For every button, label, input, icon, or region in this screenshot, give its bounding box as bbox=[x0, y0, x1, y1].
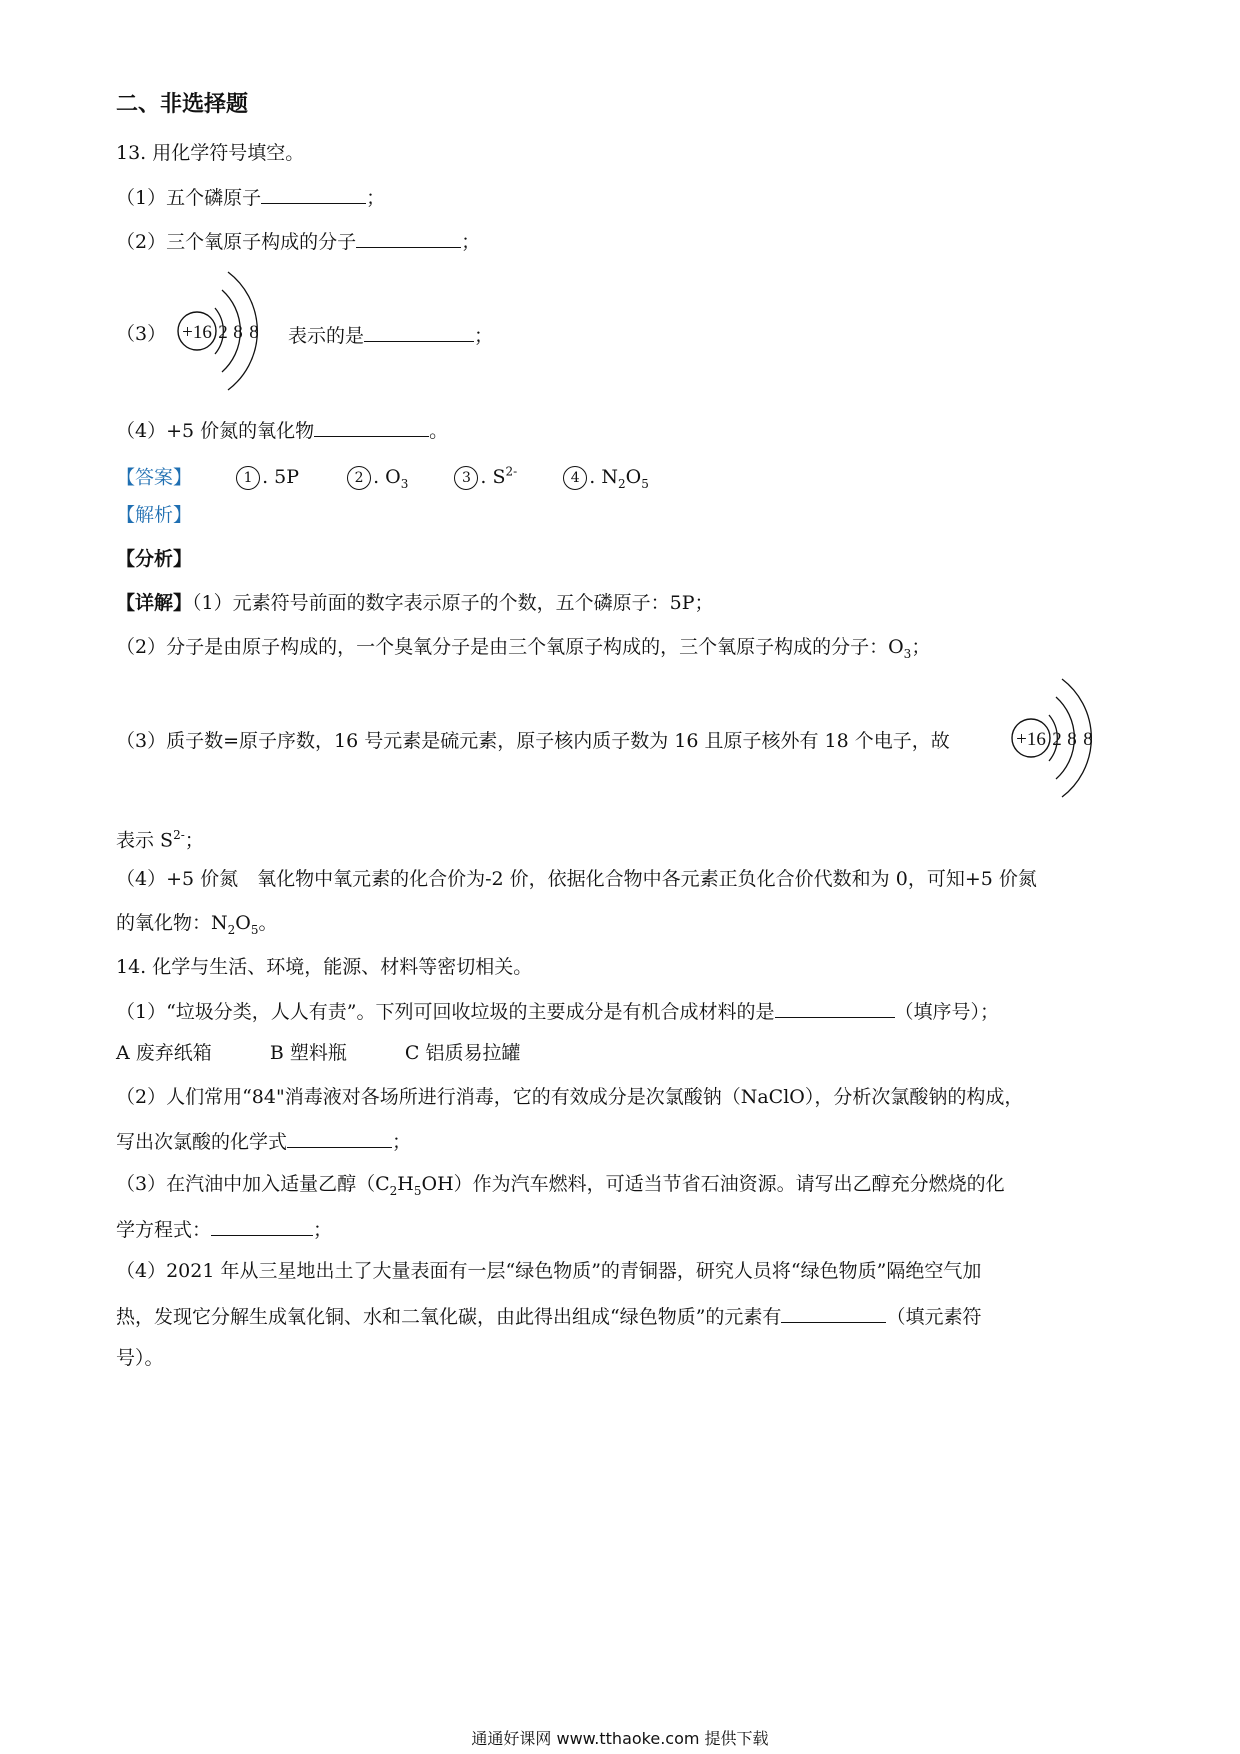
q13-part1-text: （1）五个磷原子 bbox=[116, 187, 262, 209]
q14-part4a: （4）2021 年从三星地出土了大量表面有一层“绿色物质”的青铜器，研究人员将“绿色物质”隔绝空气加 bbox=[116, 1260, 982, 1282]
q13-part3 bbox=[288, 321, 493, 349]
answer-blank[interactable] bbox=[781, 1302, 886, 1323]
punct: ； bbox=[461, 231, 481, 253]
answer-item-2: 2 . $O_3$ bbox=[347, 466, 408, 488]
answer-blank[interactable] bbox=[356, 227, 461, 248]
analysis-label: 【解析】 bbox=[116, 504, 193, 526]
q13-part4 bbox=[116, 416, 448, 444]
q14-options bbox=[116, 1040, 520, 1066]
detail-line-2: （2）分子是由原子构成的，一个臭氧分子是由三个氧原子构成的，三个氧原子构成的分子：$O_3$； bbox=[116, 636, 931, 661]
detail-line-4b: 的氧化物：$N_2O_5$。 bbox=[116, 912, 278, 937]
section-title: 二、非选择题 bbox=[116, 92, 249, 117]
q14-part4b: 热，发现它分解生成氧化铜、水和二氧化碳，由此得出组成“绿色物质”的元素有 （填元素符 bbox=[116, 1302, 981, 1330]
q14-stem: 14. 化学与生活、环境，能源、材料等密切相关。 bbox=[116, 956, 533, 978]
punct: ； bbox=[366, 187, 386, 209]
q14-part3b: 学方程式： ； bbox=[116, 1215, 332, 1243]
shell-electrons-3: 8 bbox=[249, 322, 259, 343]
q14-part2a: （2）人们常用“84"消毒液对各场所进行消毒，它的有效成分是次氯酸钠（NaClO），分析次氯酸钠的构成， bbox=[116, 1086, 1024, 1108]
page-footer: 通通好课网 www.tthaoke.com 提供下载 bbox=[471, 1729, 769, 1748]
q13-part3-text: 表示的是 bbox=[288, 325, 365, 347]
answer-item-1: 1 . 5P bbox=[236, 466, 299, 488]
detail-label: 【详解】 bbox=[116, 592, 193, 614]
atom-structure-diagram-2 bbox=[1009, 675, 1119, 810]
answer-item-3: 3 . $S^{2-}$ bbox=[454, 466, 517, 488]
detail-line-3b: 表示 $S^{2-}$； bbox=[116, 828, 204, 852]
shell-electrons-3: 8 bbox=[1083, 729, 1093, 750]
answer-blank[interactable] bbox=[364, 321, 474, 342]
shell-electrons-1: 2 bbox=[218, 322, 228, 343]
answer-blank[interactable] bbox=[211, 1215, 313, 1236]
punct: 。 bbox=[429, 420, 449, 442]
answer-blank[interactable] bbox=[314, 416, 429, 437]
answer-blank[interactable] bbox=[775, 997, 895, 1018]
q13-part1 bbox=[116, 183, 385, 211]
q13-part3-prefix: （3） bbox=[116, 323, 167, 345]
q13-stem: 13. 用化学符号填空。 bbox=[116, 142, 305, 164]
q14-part1: （1）“垃圾分类，人人有责”。下列可回收垃圾的主要成分是有机合成材料的是 （填序号）； bbox=[116, 997, 999, 1025]
answer-label: 【答案】 bbox=[116, 466, 193, 489]
option-b[interactable]: B 塑料瓶 bbox=[269, 1042, 347, 1064]
q13-part2-text: （2）三个氧原子构成的分子 bbox=[116, 231, 357, 253]
option-a[interactable]: A 废弃纸箱 bbox=[116, 1042, 212, 1064]
shell-electrons-2: 8 bbox=[233, 322, 243, 343]
nucleus-charge: +16 bbox=[182, 322, 212, 343]
q14-part3a: （3）在汽油中加入适量乙醇$(C_2H_5OH)$作为汽车燃料，可适当节省石油资源。请写出乙醇充分燃烧的化 bbox=[116, 1173, 1005, 1198]
answer-blank[interactable] bbox=[261, 183, 366, 204]
shell-electrons-2: 8 bbox=[1067, 729, 1077, 750]
punct: ； bbox=[474, 325, 494, 347]
shell-electrons-1: 2 bbox=[1052, 729, 1062, 750]
option-c[interactable]: C 铝质易拉罐 bbox=[404, 1042, 521, 1064]
q13-part2 bbox=[116, 227, 480, 255]
answer-blank[interactable] bbox=[287, 1127, 392, 1148]
detail-line-4a: （4）+5 价氮 氧化物中氧元素的化合价为-2 价，依据化合物中各元素正负化合价代数和为 0，可知+5 价氮 bbox=[116, 868, 1037, 890]
q14-part4c: 号）。 bbox=[116, 1347, 164, 1369]
q14-part2b: 写出次氯酸的化学式 ； bbox=[116, 1127, 411, 1155]
atom-structure-diagram bbox=[175, 268, 285, 403]
fenxi-label: 【分析】 bbox=[116, 548, 193, 570]
answer-line bbox=[116, 459, 649, 497]
q13-part4-text: （4）+5 价氮的氧化物 bbox=[116, 420, 315, 442]
detail-line-3: （3）质子数=原子序数，16 号元素是硫元素，原子核内质子数为 16 且原子核外有 18 个电子，故 bbox=[116, 730, 950, 752]
answer-item-4: 4 . $N_2O_5$ bbox=[563, 466, 649, 488]
detail-line-1: 【详解】（1）元素符号前面的数字表示原子的个数，五个磷原子：5P； bbox=[116, 592, 714, 614]
nucleus-charge: +16 bbox=[1016, 729, 1046, 750]
